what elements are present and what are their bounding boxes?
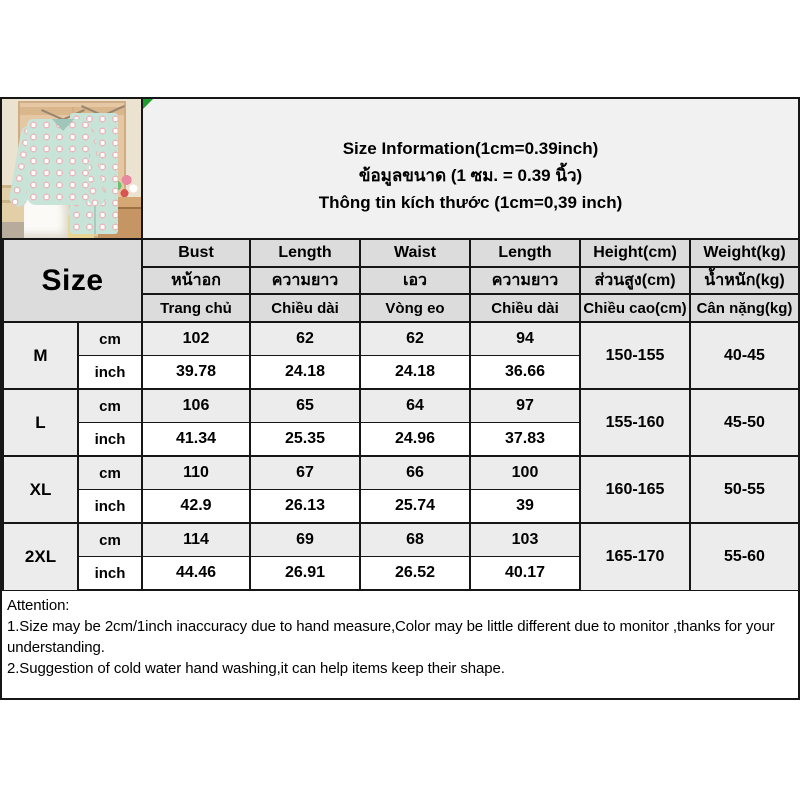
unit-cell: cm [78, 456, 142, 490]
height-cell: 160-165 [580, 456, 690, 523]
size-label-cell: 2XL [3, 523, 78, 590]
data-cell: 44.46 [142, 557, 250, 591]
attention-heading: Attention: [7, 597, 70, 614]
data-cell: 42.9 [142, 490, 250, 524]
unit-cell: inch [78, 557, 142, 591]
weight-cell: 55-60 [690, 523, 799, 590]
size-label-cell: L [3, 389, 78, 456]
attention-section [2, 591, 798, 698]
data-cell: 94 [470, 322, 580, 356]
data-cell: 110 [142, 456, 250, 490]
data-cell: 102 [142, 322, 250, 356]
data-cell: 37.83 [470, 423, 580, 457]
data-cell: 25.35 [250, 423, 360, 457]
data-cell: 68 [360, 523, 470, 557]
data-cell: 25.74 [360, 490, 470, 524]
header-height-en: Height(cm) [580, 239, 690, 267]
size-header-cell: Size [3, 239, 142, 322]
size-table [2, 238, 800, 591]
weight-cell: 40-45 [690, 322, 799, 389]
header-length-th: ความยาว [250, 267, 360, 294]
height-cell: 165-170 [580, 523, 690, 590]
header-weight-th: น้ำหนัก(kg) [690, 267, 799, 294]
data-cell: 39.78 [142, 356, 250, 390]
data-cell: 103 [470, 523, 580, 557]
title-line-th: ข้อมูลขนาด (1 ซม. = 0.39 นิ้ว) [358, 166, 583, 185]
unit-cell: cm [78, 389, 142, 423]
data-cell: 26.91 [250, 557, 360, 591]
header-length2-vi: Chiều dài [470, 294, 580, 322]
pajama-shirt [27, 119, 89, 205]
unit-cell: inch [78, 490, 142, 524]
data-cell: 39 [470, 490, 580, 524]
data-cell: 64 [360, 389, 470, 423]
data-cell: 66 [360, 456, 470, 490]
data-cell: 97 [470, 389, 580, 423]
height-cell: 155-160 [580, 389, 690, 456]
data-cell: 24.96 [360, 423, 470, 457]
size-label-cell: M [3, 322, 78, 389]
data-cell: 65 [250, 389, 360, 423]
header-length2-th: ความยาว [470, 267, 580, 294]
data-cell: 69 [250, 523, 360, 557]
data-cell: 100 [470, 456, 580, 490]
header-length-en: Length [250, 239, 360, 267]
unit-cell: inch [78, 423, 142, 457]
cell-corner-marker-icon [143, 99, 153, 109]
header-waist-en: Waist [360, 239, 470, 267]
attention-note-2: 2.Suggestion of cold water hand washing,it can help items keep their shape. [7, 660, 505, 677]
attention-note-1: 1.Size may be 2cm/1inch inaccuracy due to hand measure,Color may be little different due to monitor ,thanks for your understanding. [7, 618, 775, 656]
top-row [2, 99, 798, 238]
header-waist-vi: Vòng eo [360, 294, 470, 322]
data-cell: 36.66 [470, 356, 580, 390]
size-info-title [143, 99, 798, 238]
unit-cell: inch [78, 356, 142, 390]
product-photo [2, 99, 143, 238]
data-cell: 106 [142, 389, 250, 423]
header-bust-vi: Trang chủ [142, 294, 250, 322]
header-weight-en: Weight(kg) [690, 239, 799, 267]
unit-cell: cm [78, 523, 142, 557]
header-weight-vi: Cân nặng(kg) [690, 294, 799, 322]
size-chart-sheet [0, 97, 800, 700]
data-cell: 24.18 [360, 356, 470, 390]
pajama-collar [52, 119, 74, 131]
title-line-en: Size Information(1cm=0.39inch) [342, 139, 599, 158]
data-cell: 41.34 [142, 423, 250, 457]
data-cell: 40.17 [470, 557, 580, 591]
height-cell: 150-155 [580, 322, 690, 389]
data-cell: 62 [250, 322, 360, 356]
data-cell: 24.18 [250, 356, 360, 390]
header-bust-th: หน้าอก [142, 267, 250, 294]
data-cell: 67 [250, 456, 360, 490]
weight-cell: 50-55 [690, 456, 799, 523]
data-cell: 62 [360, 322, 470, 356]
data-cell: 114 [142, 523, 250, 557]
header-bust-en: Bust [142, 239, 250, 267]
header-length2-en: Length [470, 239, 580, 267]
header-waist-th: เอว [360, 267, 470, 294]
header-length-vi: Chiều dài [250, 294, 360, 322]
size-label-cell: XL [3, 456, 78, 523]
weight-cell: 45-50 [690, 389, 799, 456]
data-cell: 26.13 [250, 490, 360, 524]
title-line-vi: Thông tin kích thước (1cm=0,39 inch) [318, 193, 623, 212]
header-height-th: ส่วนสูง(cm) [580, 267, 690, 294]
data-cell: 26.52 [360, 557, 470, 591]
header-height-vi: Chiều cao(cm) [580, 294, 690, 322]
unit-cell: cm [78, 322, 142, 356]
